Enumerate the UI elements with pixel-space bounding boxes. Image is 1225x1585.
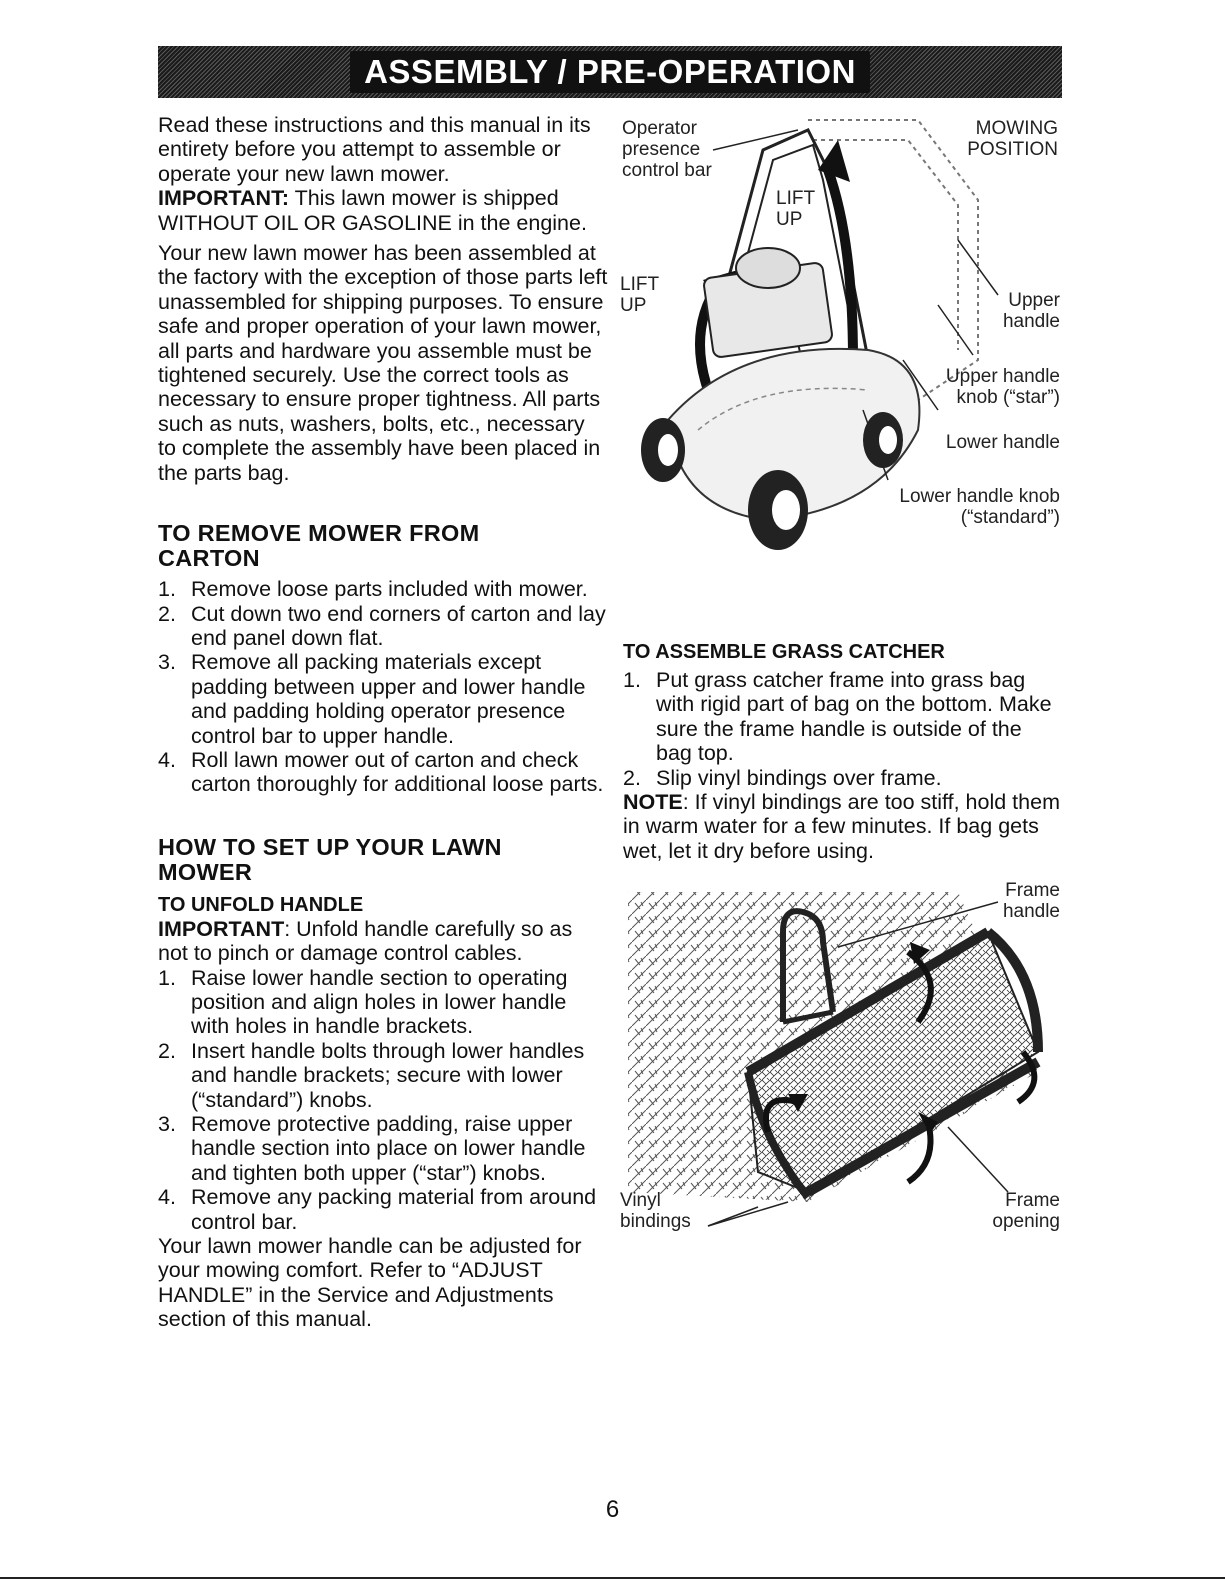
setup-section <box>158 835 608 1332</box>
catcher-steps <box>623 668 1063 790</box>
vinyl-bindings-label: Vinyl bindings <box>620 1190 691 1232</box>
list-item: 3. Remove all packing materials except padding between upper and lower handle and padding holding operator presence control bar to upper handle. <box>158 650 586 748</box>
upper-handle-label: Upper handle <box>1002 290 1060 332</box>
frame-handle-label: Frame handle <box>1002 880 1060 922</box>
upper-knob-label: Upper handle knob (“star”) <box>945 366 1060 408</box>
list-item: 2. Insert handle bolts through lower handles and handle brackets; secure with lower (“standard”) knobs. <box>158 1038 585 1112</box>
intro-section <box>158 113 608 485</box>
intro-paragraph: Read these instructions and this manual in its entirety before you attempt to assemble or operate your new lawn mower. <box>158 113 591 186</box>
setup-steps <box>158 966 608 1234</box>
frame-opening-label: Frame opening <box>992 1190 1060 1232</box>
important-text: : Unfold handle carefully so as not to pinch or damage control cables. <box>158 916 573 966</box>
adjust-paragraph: Your lawn mower handle can be adjusted for your mowing comfort. Refer to “ADJUST HANDLE” in the Service and Adjustments section of this manual. <box>158 1234 582 1332</box>
setup-heading: HOW TO SET UP YOUR LAWN MOWER <box>158 833 502 885</box>
remove-section <box>158 521 608 797</box>
lower-handle-label: Lower handle <box>945 432 1060 453</box>
unfold-heading: TO UNFOLD HANDLE <box>158 893 364 916</box>
important-label: IMPORTANT: <box>158 186 289 211</box>
list-item: 3. Remove protective padding, raise upper handle section into place on lower handle and tighten both upper (“star”) knobs. <box>158 1112 586 1185</box>
remove-heading: TO REMOVE MOWER FROM CARTON <box>158 520 480 572</box>
mowing-position-label: MOWING POSITION <box>967 118 1058 160</box>
important-text: This lawn mower is shipped WITHOUT OIL OR GASOLINE in the engine. <box>158 186 587 235</box>
note-text: : If vinyl bindings are too stiff, hold them in warm water for a few minutes. If bag gets wet, let it dry before using. <box>623 790 1060 863</box>
list-item: 4. Roll lawn mower out of carton and check carton thoroughly for additional loose parts. <box>158 747 604 797</box>
note-paragraph <box>623 790 1063 863</box>
important-label: IMPORTANT <box>158 916 285 941</box>
lift-up-left-label: LIFT UP <box>620 274 659 316</box>
list-item: 1. Put grass catcher frame into grass bag with rigid part of bag on the bottom. Make sure the frame handle is outside of the bag top. <box>623 668 1052 766</box>
left-column <box>158 113 608 1332</box>
page-number: 6 <box>605 1496 620 1523</box>
bottom-rule <box>0 1577 1225 1579</box>
page-title: ASSEMBLY / PRE-OPERATION <box>350 51 870 93</box>
mower-handle-figure <box>618 110 1068 560</box>
list-item: 4. Remove any packing material from around control bar. <box>158 1185 597 1234</box>
list-item: 1. Remove loose parts included with mower. <box>158 577 588 602</box>
assembly-paragraph: Your new lawn mower has been assembled at the factory with the exception of those parts left unassembled for shipping purposes. To ensure safe and proper operation of your lawn mower, all parts and hardware you assemble must be tightened securely. Use the correct tools as necessary to ensure proper tightness. All parts such as nuts, washers, bolts, etc., necessary to complete the assembly have been placed in the parts bag. <box>158 241 608 485</box>
lift-up-top-label: LIFT UP <box>776 188 815 230</box>
lower-knob-label: Lower handle knob (“standard”) <box>899 486 1060 528</box>
catcher-heading: TO ASSEMBLE GRASS CATCHER <box>623 641 945 663</box>
operator-bar-label: Operator presence control bar <box>622 118 712 181</box>
list-item: 2. Cut down two end corners of carton and lay end panel down flat. <box>158 601 606 650</box>
note-label: NOTE <box>623 790 683 815</box>
catcher-section <box>623 640 1063 863</box>
grass-catcher-figure <box>618 872 1068 1252</box>
section-banner <box>158 46 1062 98</box>
list-item: 1. Raise lower handle section to operating position and align holes in lower handle with holes in handle brackets. <box>158 965 568 1039</box>
important-notice <box>158 186 608 235</box>
list-item: 2. Slip vinyl bindings over frame. <box>623 765 942 790</box>
setup-important <box>158 917 608 966</box>
remove-steps <box>158 577 608 797</box>
